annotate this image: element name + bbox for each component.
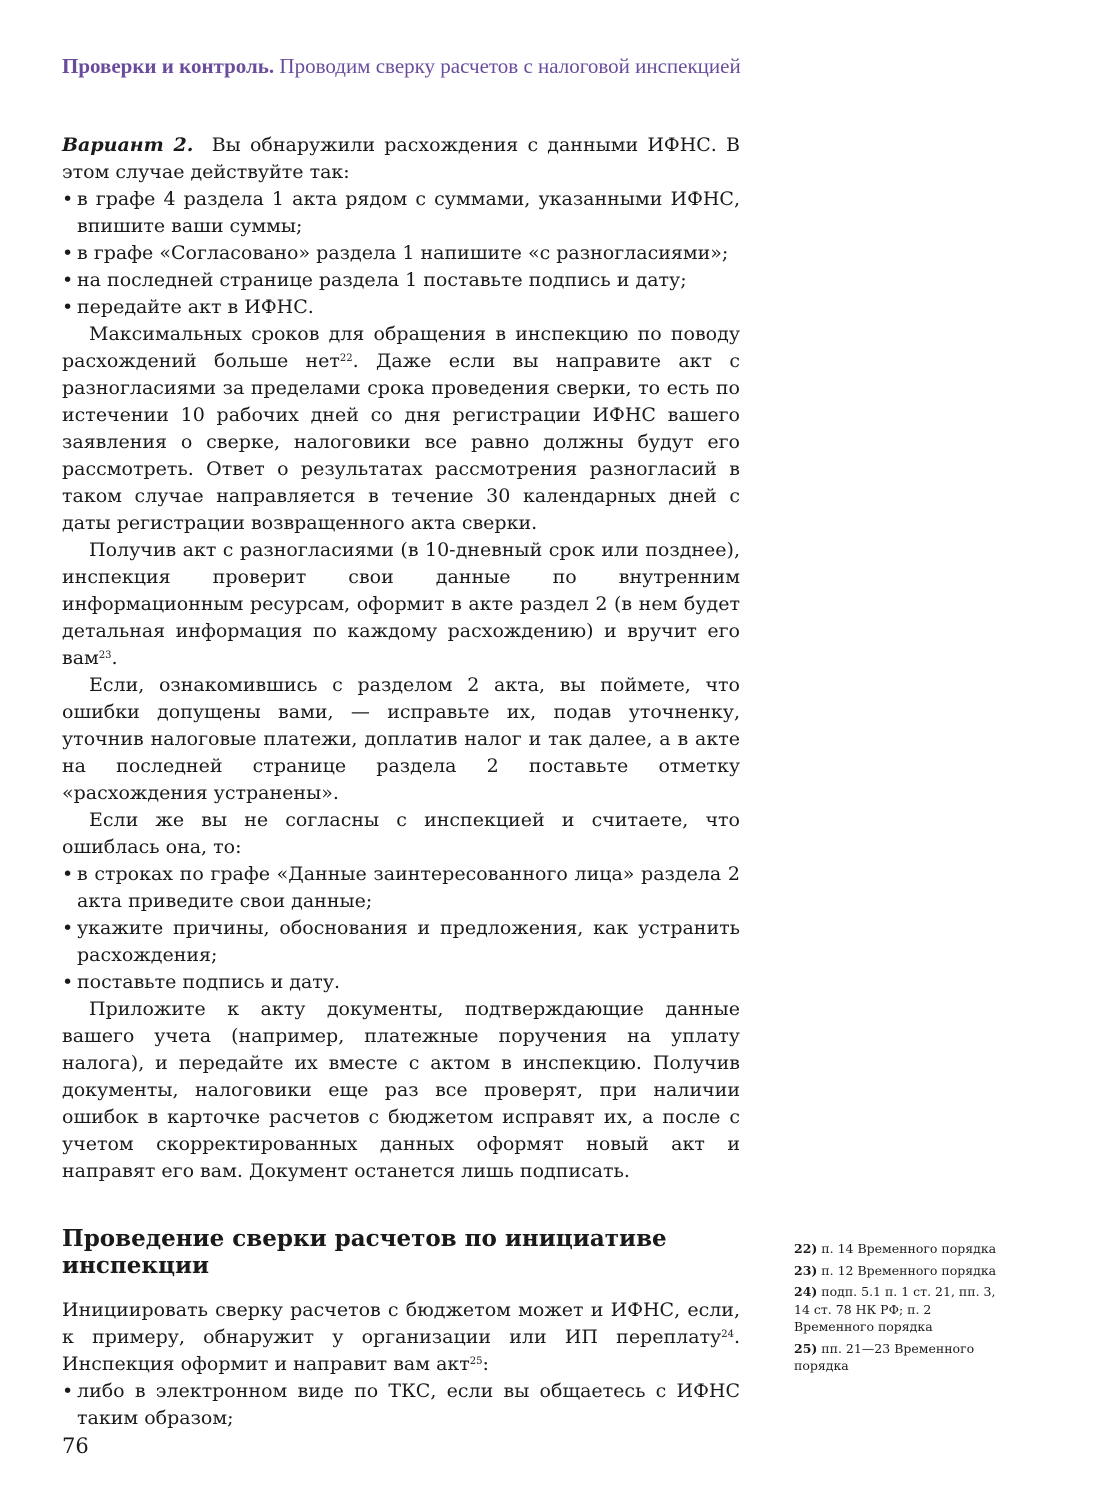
footnote-number: 24): [794, 1284, 818, 1299]
footnote: [794, 1283, 1009, 1336]
paragraph: Если, ознакомившись с разделом 2 акта, вы поймете, что ошибки допущены вами, — исправьте их, подав уточненку, уточнив налоговые платежи, доплатив налог и так далее, а в акте на последней странице раздела 2 поставьте отметку «расхождения устранены».: [62, 674, 740, 804]
paragraph: Если же вы не согласны с инспекцией и считаете, что ошиблась она, то:: [62, 809, 740, 858]
footnote-number: 25): [794, 1340, 818, 1356]
footnotes: [794, 1240, 1009, 1379]
list-item: • в графе «Согласовано» раздела 1 напишите «с разногласиями»;: [62, 240, 740, 267]
section2-list: [62, 1378, 740, 1432]
text: . Даже если вы направите акт с разногласиями за пределами срока проведения сверки, то есть по истечении 10 рабочих дней со дня регистрации ИФНС вашего заявления о сверке, налоговики все равно должны будут его рассмотреть. Ответ о результатах рассмотрения разногласий в таком случае направляется в течение 30 календарных дней с даты регистрации возвращенного акта сверки.: [62, 350, 740, 534]
section-heading: Проведение сверки расчетов по инициативе инспекции: [62, 1225, 667, 1279]
header-section: Проверки и контроль.: [62, 54, 275, 78]
footnote-text: п. 14 Временного порядка: [821, 1241, 997, 1256]
text: .: [111, 647, 118, 669]
list-item: • в графе 4 раздела 1 акта рядом с суммами, указанными ИФНС, впишите ваши суммы;: [62, 186, 740, 240]
paragraph: [62, 321, 740, 537]
list-item: • поставьте подпись и дату.: [62, 969, 740, 996]
list-item: • либо в электронном виде по ТКС, если вы общаетесь с ИФНС таким образом;: [62, 1378, 740, 1432]
footnote: [794, 1340, 1009, 1375]
text: Инициировать сверку расчетов с бюджетом может и ИФНС, если, к примеру, обнаружит у организации или ИП переплату: [62, 1299, 740, 1348]
footnote-text: пп. 21—23 Временного порядка: [794, 1340, 975, 1373]
footnote: [794, 1262, 1009, 1280]
footnote-ref: 22: [339, 353, 353, 364]
variant-intro: [62, 132, 740, 186]
header-title: Проводим сверку расчетов с налоговой инспекцией: [279, 54, 741, 78]
disagreement-list: [62, 861, 740, 996]
footnote-text: п. 12 Временного порядка: [821, 1262, 997, 1278]
text: . Инспекция оформит и направит вам акт: [62, 1326, 740, 1375]
text: Максимальных сроков для обращения в инспекцию по поводу расхождений больше нет: [62, 323, 740, 372]
footnote-number: 22): [794, 1241, 818, 1256]
list-item: • укажите причины, обоснования и предложения, как устранить расхождения;: [62, 915, 740, 969]
variant-intro-text: Вы обнаружили расхождения с данными ИФНС. В этом случае действуйте так:: [62, 134, 740, 183]
footnote-number: 23): [794, 1262, 818, 1278]
list-item: • в строках по графе «Данные заинтересованного лица» раздела 2 акта приведите свои данные;: [62, 861, 740, 915]
page-number: 76: [62, 1434, 89, 1458]
footnote-ref: 24: [721, 1329, 734, 1340]
text: :: [482, 1353, 489, 1375]
list-item: • передайте акт в ИФНС.: [62, 294, 740, 321]
variant-list: [62, 186, 740, 321]
footnote: [794, 1240, 1009, 1258]
footnote-text: подп. 5.1 п. 1 ст. 21, пп. 3, 14 ст. 78 НК РФ; п. 2 Временного порядка: [794, 1284, 996, 1334]
paragraph: Приложите к акту документы, подтверждающие данные вашего учета (например, платежные поручения на уплату налога), и передайте их вместе с актом в инспекцию. Получив документы, налоговики еще раз все проверят, при наличии ошибок в карточке расчетов с бюджетом исправят их, а после с учетом скорректированных данных оформят новый акт и направят его вам. Документ останется лишь подписать.: [62, 998, 740, 1182]
paragraph: [62, 1297, 740, 1378]
footnote-ref: 25: [469, 1356, 483, 1367]
text: Получив акт с разногласиями (в 10-дневный срок или позднее), инспекция проверит свои данные по внутренним информационным ресурсам, оформит в акте раздел 2 (в нем будет детальная информация по каждому расхождению) и вручит его вам: [62, 539, 740, 669]
footnote-ref: 23: [98, 650, 112, 661]
list-item: • на последней странице раздела 1 поставьте подпись и дату;: [62, 267, 740, 294]
paragraph: [62, 537, 740, 672]
variant-label: Вариант 2.: [62, 134, 194, 156]
running-header: [62, 54, 741, 79]
main-text: [62, 132, 740, 1432]
